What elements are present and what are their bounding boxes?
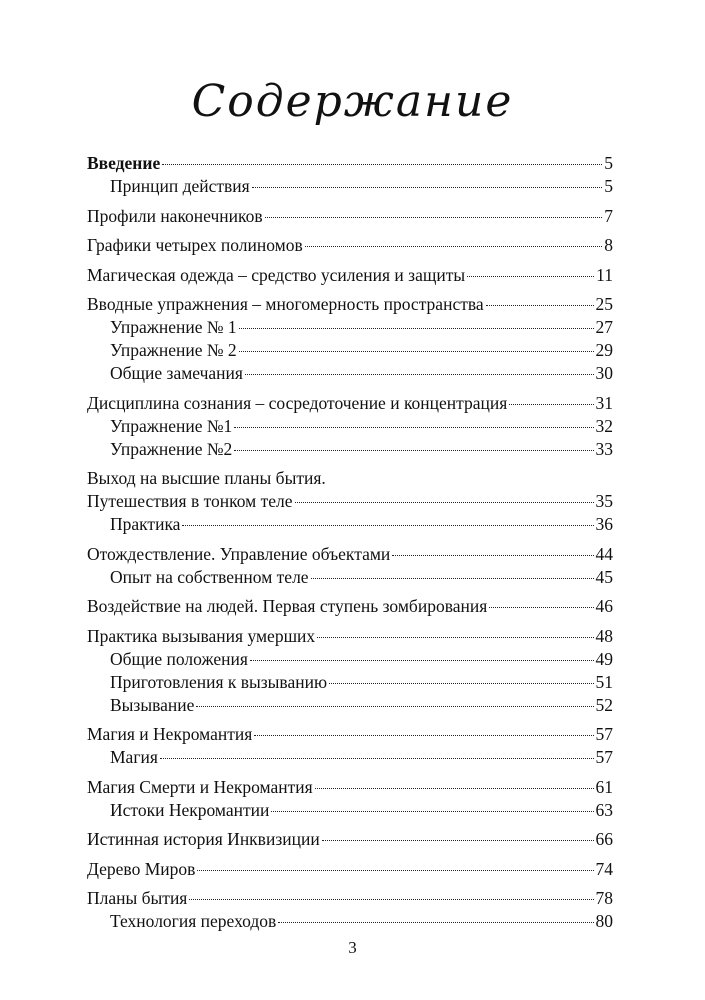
toc-entry-page: 32 bbox=[595, 415, 613, 436]
toc-entry-page: 30 bbox=[595, 363, 613, 383]
page-title: Содержание bbox=[191, 76, 514, 127]
toc-entry-page: 74 bbox=[595, 858, 613, 879]
toc-entry-page: 5 bbox=[604, 176, 613, 196]
dot-leader bbox=[160, 758, 594, 759]
dot-leader bbox=[189, 899, 593, 900]
toc-entry-label: Путешествия в тонком теле bbox=[87, 491, 293, 511]
toc-entry-label: Вызывание bbox=[110, 694, 195, 715]
toc-entry-page: 29 bbox=[595, 340, 613, 360]
toc-entry[interactable] bbox=[87, 205, 613, 228]
toc-entry[interactable] bbox=[87, 671, 613, 694]
toc-entry-page: 49 bbox=[595, 648, 613, 669]
toc-entry-label: Упражнение №1 bbox=[110, 415, 233, 436]
dot-leader bbox=[317, 637, 593, 638]
table-of-contents bbox=[87, 152, 613, 933]
toc-entry-page: 52 bbox=[595, 694, 613, 715]
dot-leader bbox=[489, 607, 593, 608]
dot-leader bbox=[245, 374, 594, 375]
toc-entry-page: 36 bbox=[595, 514, 613, 534]
toc-entry-page: 78 bbox=[595, 888, 613, 908]
dot-leader bbox=[182, 525, 593, 526]
toc-entry[interactable] bbox=[87, 858, 613, 881]
dot-leader bbox=[322, 840, 594, 841]
toc-entry-page: 66 bbox=[595, 829, 613, 849]
toc-entry-label: Дерево Миров bbox=[87, 858, 196, 879]
toc-entry-label: Дисциплина сознания – сосредоточение и концентрация bbox=[87, 392, 508, 413]
toc-entry[interactable] bbox=[87, 234, 613, 257]
toc-entry-label: Магия bbox=[110, 747, 158, 767]
toc-entry[interactable] bbox=[87, 595, 613, 618]
dot-leader bbox=[234, 427, 593, 428]
toc-entry-label: Воздействие на людей. Первая ступень зомбирования bbox=[87, 596, 488, 616]
toc-entry-page: 63 bbox=[595, 799, 613, 820]
dot-leader bbox=[467, 276, 594, 277]
toc-entry-page: 11 bbox=[596, 264, 613, 285]
toc-entry-label: Планы бытия bbox=[87, 888, 188, 908]
dot-leader bbox=[295, 502, 594, 503]
toc-entry[interactable] bbox=[87, 910, 613, 933]
toc-entry-page: 51 bbox=[595, 671, 613, 692]
toc-entry-label: Упражнение № 2 bbox=[110, 340, 237, 360]
toc-entry-page: 57 bbox=[595, 724, 613, 744]
dot-leader bbox=[305, 246, 603, 247]
toc-entry-page: 27 bbox=[595, 317, 613, 337]
toc-entry-label: Практика вызывания умерших bbox=[87, 625, 316, 646]
toc-entry[interactable] bbox=[87, 316, 613, 339]
toc-entry-label: Магия и Некромантия bbox=[87, 724, 253, 744]
toc-entry-page: 45 bbox=[595, 566, 613, 587]
toc-entry[interactable] bbox=[87, 723, 613, 746]
dot-leader bbox=[239, 328, 594, 329]
toc-entry-page: 31 bbox=[595, 392, 613, 413]
toc-entry-label: Опыт на собственном теле bbox=[110, 566, 309, 587]
toc-entry-label: Профили наконечников bbox=[87, 205, 263, 226]
dot-leader bbox=[509, 404, 593, 405]
toc-entry-page: 35 bbox=[595, 491, 613, 511]
toc-entry-label: Упражнение № 1 bbox=[110, 317, 237, 337]
dot-leader bbox=[271, 811, 593, 812]
toc-entry[interactable] bbox=[87, 828, 613, 851]
toc-entry-label: Графики четырех полиномов bbox=[87, 235, 303, 255]
toc-entry[interactable] bbox=[87, 543, 613, 566]
toc-entry[interactable] bbox=[87, 362, 613, 385]
toc-entry-label: Упражнение №2 bbox=[110, 438, 233, 459]
toc-entry-label: Общие замечания bbox=[110, 363, 243, 383]
dot-leader bbox=[278, 922, 593, 923]
toc-entry[interactable] bbox=[87, 392, 613, 415]
toc-entry[interactable] bbox=[87, 490, 613, 513]
toc-entry[interactable] bbox=[87, 152, 613, 175]
toc-entry-label: Выход на высшие планы бытия. bbox=[87, 468, 326, 488]
dot-leader bbox=[311, 578, 594, 579]
dot-leader bbox=[265, 217, 603, 218]
dot-leader bbox=[196, 706, 593, 707]
dot-leader bbox=[254, 735, 593, 736]
toc-entry-page: 25 bbox=[595, 294, 613, 314]
toc-entry-label: Отождествление. Управление объектами bbox=[87, 543, 391, 564]
dot-leader bbox=[239, 351, 594, 352]
toc-entry-label: Магическая одежда – средство усиления и защиты bbox=[87, 264, 466, 285]
toc-entry[interactable] bbox=[87, 264, 613, 287]
toc-entry-page: 80 bbox=[595, 911, 613, 931]
toc-entry[interactable] bbox=[87, 293, 613, 316]
page-number: 3 bbox=[348, 938, 357, 957]
toc-entry[interactable] bbox=[87, 415, 613, 438]
toc-entry-label: Практика bbox=[110, 514, 181, 534]
toc-entry[interactable] bbox=[87, 513, 613, 536]
toc-entry[interactable] bbox=[87, 438, 613, 461]
toc-entry[interactable] bbox=[87, 175, 613, 198]
toc-entry-page: 7 bbox=[604, 205, 613, 226]
toc-entry-label: Истинная история Инквизиции bbox=[87, 829, 320, 849]
dot-leader bbox=[234, 450, 593, 451]
toc-entry-page: 46 bbox=[595, 596, 613, 616]
dot-leader bbox=[486, 305, 594, 306]
toc-entry[interactable] bbox=[87, 694, 613, 717]
toc-entry-label: Истоки Некромантии bbox=[110, 799, 270, 820]
dot-leader bbox=[162, 164, 602, 165]
toc-entry-page: 57 bbox=[595, 747, 613, 767]
toc-entry-page: 44 bbox=[595, 543, 613, 564]
dot-leader bbox=[392, 555, 593, 556]
toc-entry[interactable] bbox=[87, 648, 613, 671]
toc-entry[interactable] bbox=[87, 776, 613, 799]
toc-entry-page: 5 bbox=[604, 153, 613, 173]
toc-entry[interactable] bbox=[87, 339, 613, 362]
toc-entry[interactable] bbox=[87, 887, 613, 910]
dot-leader bbox=[252, 187, 603, 188]
toc-entry[interactable] bbox=[87, 467, 613, 490]
toc-entry-label: Принцип действия bbox=[110, 176, 250, 196]
toc-entry-label: Приготовления к вызыванию bbox=[110, 671, 328, 692]
dot-leader bbox=[197, 870, 593, 871]
toc-entry-page: 48 bbox=[595, 625, 613, 646]
dot-leader bbox=[315, 788, 594, 789]
toc-entry-label: Технология переходов bbox=[110, 911, 277, 931]
toc-entry[interactable] bbox=[87, 566, 613, 589]
toc-entry-label: Общие положения bbox=[110, 648, 248, 669]
toc-entry-label: Вводные упражнения – многомерность пространства bbox=[87, 294, 484, 314]
dot-leader bbox=[250, 660, 594, 661]
dot-leader bbox=[329, 683, 593, 684]
toc-entry-page: 33 bbox=[595, 438, 613, 459]
toc-entry[interactable] bbox=[87, 625, 613, 648]
toc-entry-label: Магия Смерти и Некромантия bbox=[87, 776, 313, 797]
toc-entry-page: 8 bbox=[604, 235, 613, 255]
toc-entry[interactable] bbox=[87, 746, 613, 769]
toc-entry-page: 61 bbox=[595, 776, 613, 797]
toc-entry[interactable] bbox=[87, 799, 613, 822]
toc-entry-label: Введение bbox=[87, 153, 161, 173]
